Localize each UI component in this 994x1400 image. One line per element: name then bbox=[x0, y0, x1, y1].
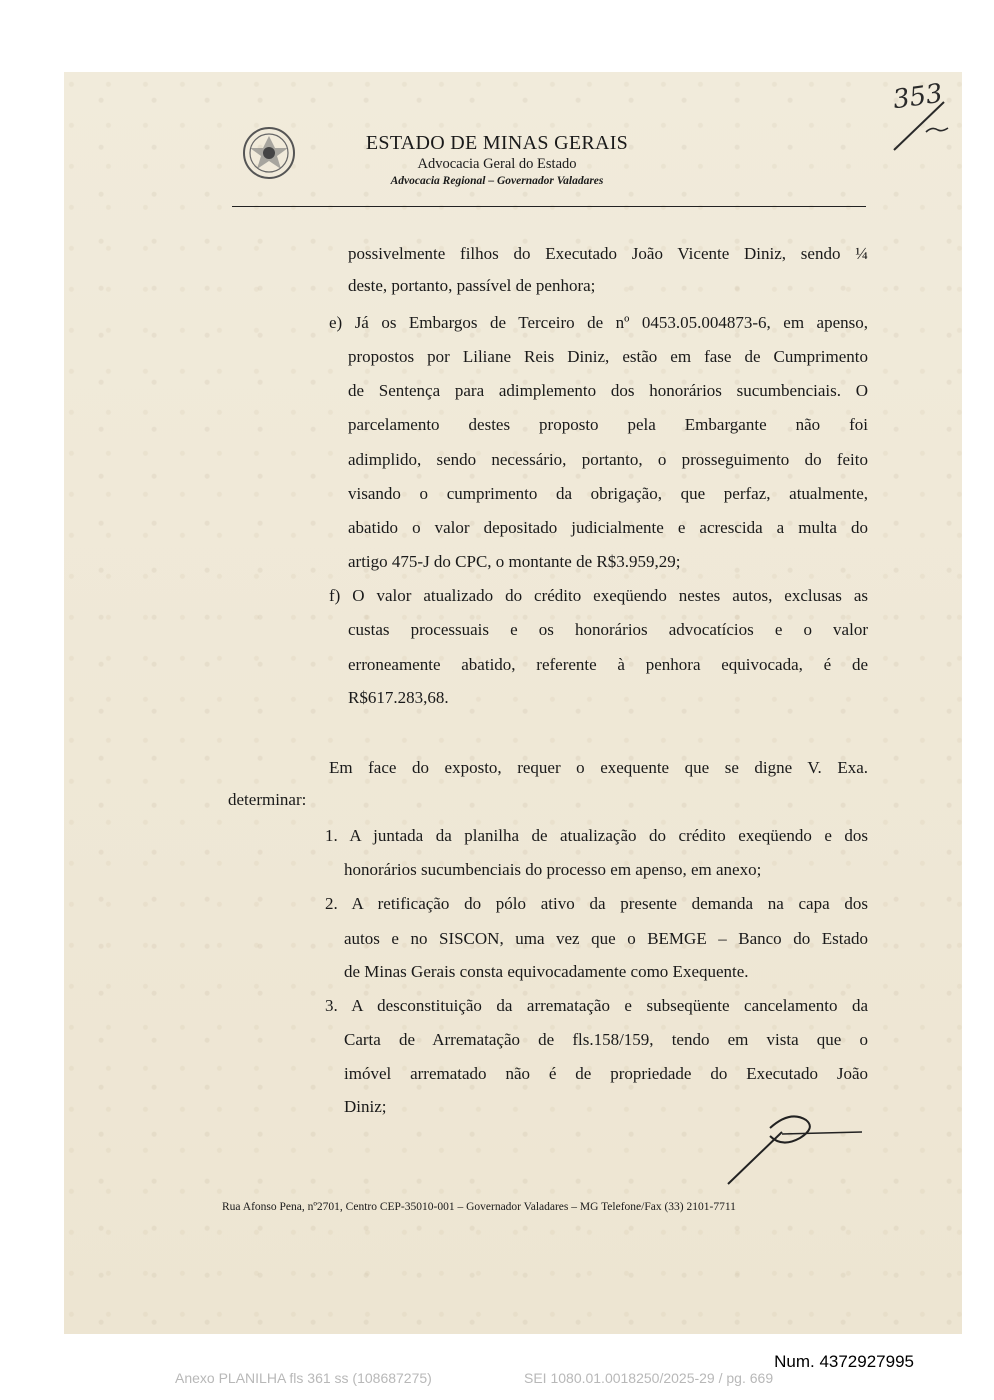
item-f-line-1: f) O valor atualizado do crédito exeqüendo nestes autos, exclusas as bbox=[329, 586, 868, 605]
item-f-line-2: custas processuais e os honorários advocatícios e o valor bbox=[348, 620, 868, 639]
item-e-line-4: parcelamento destes proposto pela Embargante não foi bbox=[348, 415, 868, 434]
body-line-1: possivelmente filhos do Executado João Vicente Diniz, sendo ¼ bbox=[348, 244, 868, 263]
item-1-line-1: 1. A juntada da planilha de atualização do crédito exeqüendo e dos bbox=[325, 826, 868, 845]
item-3-line-1: 3. A desconstituição da arrematação e subseqüente cancelamento da bbox=[325, 996, 868, 1015]
item-2-line-2: autos e no SISCON, uma vez que o BEMGE – Banco do Estado bbox=[344, 929, 868, 948]
header-office: Advocacia Regional – Governador Valadares bbox=[390, 175, 604, 187]
handwritten-signature bbox=[722, 1108, 872, 1188]
header-agency: Advocacia Geral do Estado bbox=[417, 156, 577, 172]
item-f-line-3: erroneamente abatido, referente à penhora equivocada, é de bbox=[348, 655, 868, 674]
page-number-slash bbox=[886, 88, 956, 158]
sei-reference: SEI 1080.01.0018250/2025-29 / pg. 669 bbox=[524, 1370, 774, 1386]
item-1-line-2: honorários sucumbenciais do processo em apenso, em anexo; bbox=[344, 860, 762, 879]
item-2-line-1: 2. A retificação do pólo ativo da presente demanda na capa dos bbox=[325, 894, 868, 913]
handwritten-page-number: 353 bbox=[891, 78, 945, 116]
request-line-2: determinar: bbox=[228, 790, 307, 809]
annex-label: Anexo PLANILHA fls 361 ss (108687275) bbox=[175, 1370, 432, 1386]
body-line-2: deste, portanto, passível de penhora; bbox=[348, 276, 596, 295]
document-number: Num. 4372927995 bbox=[774, 1352, 914, 1371]
item-e-line-3: de Sentença para adimplemento dos honorários sucumbenciais. O bbox=[348, 381, 868, 400]
item-e-line-6: visando o cumprimento da obrigação, que perfaz, atualmente, bbox=[348, 484, 868, 503]
item-e-line-8: artigo 475-J do CPC, o montante de R$3.959,29; bbox=[348, 552, 681, 571]
header-state: ESTADO DE MINAS GERAIS bbox=[365, 132, 629, 154]
item-e-line-2: propostos por Liliane Reis Diniz, estão em fase de Cumprimento bbox=[348, 347, 868, 366]
header-rule bbox=[232, 206, 866, 207]
item-e-line-7: abatido o valor depositado judicialmente e acrescida a multa do bbox=[348, 518, 868, 537]
item-3-line-2: Carta de Arrematação de fls.158/159, tendo em vista que o bbox=[344, 1030, 868, 1049]
item-e-line-1: e) Já os Embargos de Terceiro de nº 0453.05.004873-6, em apenso, bbox=[329, 313, 868, 332]
item-3-line-4: Diniz; bbox=[344, 1097, 387, 1116]
footer-address: Rua Afonso Pena, nº2701, Centro CEP-35010-001 – Governador Valadares – MG Telefone/Fax (33) 2101-7711 bbox=[222, 1201, 736, 1213]
item-f-line-4: R$617.283,68. bbox=[348, 688, 449, 707]
request-line-1: Em face do exposto, requer o exequente que se digne V. Exa. bbox=[329, 758, 868, 777]
item-e-line-5: adimplido, sendo necessário, portanto, o prosseguimento do feito bbox=[348, 450, 868, 469]
item-2-line-3: de Minas Gerais consta equivocadamente como Exequente. bbox=[344, 962, 749, 981]
item-3-line-3: imóvel arrematado não é de propriedade do Executado João bbox=[344, 1064, 868, 1083]
